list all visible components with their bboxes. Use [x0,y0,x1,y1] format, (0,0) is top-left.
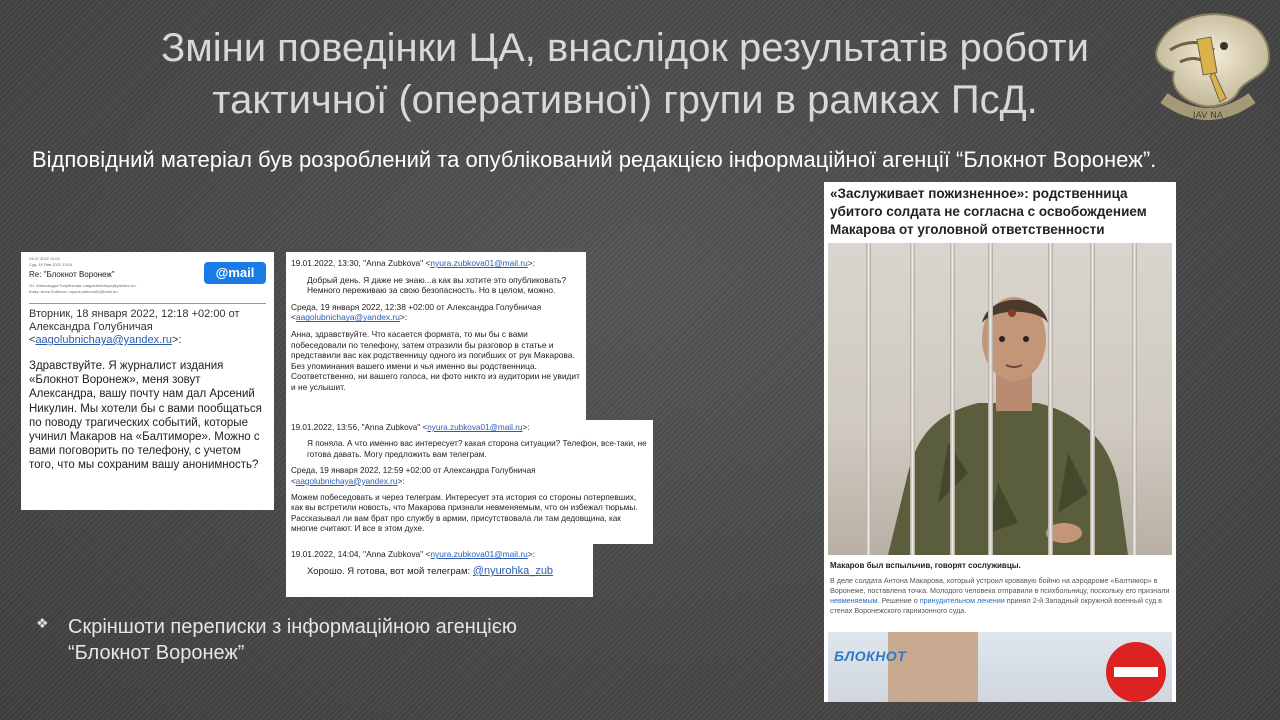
email-header: Среда, 19 января 2022, 12:38 +02:00 от Александра Голубничая <aagolubnichaya@yandex.ru>: [291,301,542,323]
photo-caption: Макаров был вспыльчив, говорят сослуживцы. [830,561,1021,570]
email-header: 19.01.2022, 14:04, "Anna Zubkova" <nyura.zubkova01@mail.ru>: [291,549,535,559]
email-link[interactable]: aagolubnichaya@yandex.ru [295,312,400,323]
email-quote: Добрый день. Я даже не знаю...а как вы хотите это опубликовать? Немного переживаю за свою безопасность. Но в целом, можно. [307,274,567,296]
slide-title: Зміни поведінки ЦА, внаслідок результатів роботи тактичної (оперативної) групи в рамках ПсД. [161,26,1089,122]
email-quote: Хорошо. Я готова, вот мой телеграм: @nyurohka_zub [307,565,554,577]
news-article-screenshot [824,182,1176,702]
email-body: Здравствуйте. Я журналист издания «Блокнот Воронеж», меня зовут Александра, вашу почту нам дал Арсений Никулин. Мы хотели бы с вами пообщаться по поводу трагических событий, которые учинил Макаров на «Балтиморе». Можно с вами поговорить по телефону, с учетом того, что мы сохраним вашу анонимность? [29,360,262,472]
cage-bar [910,243,915,555]
cage-bar [950,243,955,555]
email-link[interactable]: nyura.zubkova01@mail.ru [430,258,528,268]
building-image [888,632,978,702]
email-screenshot-2b [286,420,653,544]
email-quote: Я поняла. А что именно вас интересует? какая сторона ситуации? Телефон, все-таки, не готова давать. Могу предложить вам телеграм. [307,439,647,459]
emblem-text: IAV NA [1192,111,1224,121]
email-meta: 24.07.2022 11:02 [29,256,60,261]
email-body: Можем побеседовать и через телеграм. Интересует эта история со стороны потерпевших, как вы встретили новость, что Макарова признали невменяемым, что он избежал тюрьмы. Рассказывал ли вам брат про службу в армии, присутствовала ли там дедовщина, как многие считают. И все в этом духе. [291,493,638,534]
email-screenshot-2a [286,252,586,420]
wolf-head-emblem-icon [1140,6,1276,126]
email-link[interactable]: aagolubnichaya@yandex.ru [35,334,172,346]
email-meta: От: Александра Голубничая <aagolubnichaya@yandex.ru> [29,283,137,288]
article-photo [828,243,1172,555]
bullet-text: Скріншоти переписки з інформаційною агенцією “Блокнот Воронеж” [68,616,517,664]
mail-logo: @mail [204,262,266,284]
intro-text: Відповідний матеріал був розроблений та опублікований редакцією інформаційної агенції “Блокнот Воронеж”. [32,147,1157,172]
divider [29,303,266,304]
email-meta: Суд, 19 Янв 2022 13:14 [29,262,73,267]
email-header: 19.01.2022, 13:30, "Anna Zubkova" <nyura.zubkova01@mail.ru>: [291,258,535,268]
article-link[interactable]: принудительном лечении [919,596,1005,605]
email-link[interactable]: aagolubnichaya@yandex.ru [295,476,398,486]
telegram-link[interactable]: @nyurohka_zub [472,565,554,577]
email-link[interactable]: nyura.zubkova01@mail.ru [427,423,523,432]
no-entry-sign-icon [1106,642,1166,702]
email-body: Анна, здравствуйте. Что касается формата, то мы бы с вами побеседовали по телефону, затем отразили бы разговор в статье и представили вас как родственницу одного из погибших от рук Макарова. Без упоминания вашего имени и чья именно вы родственница. Соответственно, ни вашего голоса, ни фото никто из аудитории не увидит и не услышит. [291,328,580,392]
bloknot-logo: БЛОКНОТ [834,648,907,664]
cage-bar [1132,243,1137,555]
email-header: Среда, 19 января 2022, 12:59 +02:00 от Александра Голубничая <aagolubnichaya@yandex.ru>: [291,466,536,486]
diamond-bullet-icon: ❖ [36,615,49,631]
cage-bar [1090,243,1095,555]
article-banner-image [828,632,1172,702]
email-header: Вторник, 18 января 2022, 12:18 +02:00 от Александра Голубничая <aagolubnichaya@yandex.ru>: [29,308,240,346]
email-screenshot-1 [21,252,274,510]
email-screenshot-2c [286,544,593,597]
article-title: «Заслуживает пожизненное»: родственница убитого солдата не согласна с освобождением Макарова от уголовной ответственности [830,186,1147,237]
email-subject: Re: "Блокнот Воронеж" [29,270,115,279]
cage-bar [1048,243,1053,555]
email-link[interactable]: nyura.zubkova01@mail.ru [430,549,528,559]
defendant-photo [828,243,1172,555]
article-lead: В деле солдата Антона Макарова, который устроил кровавую бойню на аэродроме «Балтимор» в Воронеже, поставлена точка. Молодого человека отправили в психбольницу, поскольку его признали невменяемым. Решение о принудительном лечении принял 2-й Западный окружной военный суд в стенах Воронежского гарнизонного суда. [830,576,1170,615]
cage-bar [988,243,993,555]
email-meta: Кому: Anna Zubkova <nyura.zubkova01@mail.ru> [29,289,119,294]
cage-bar [866,243,871,555]
email-header: 19.01.2022, 13:56, "Anna Zubkova" <nyura.zubkova01@mail.ru>: [291,423,530,432]
article-link[interactable]: невменяемым [830,596,878,605]
